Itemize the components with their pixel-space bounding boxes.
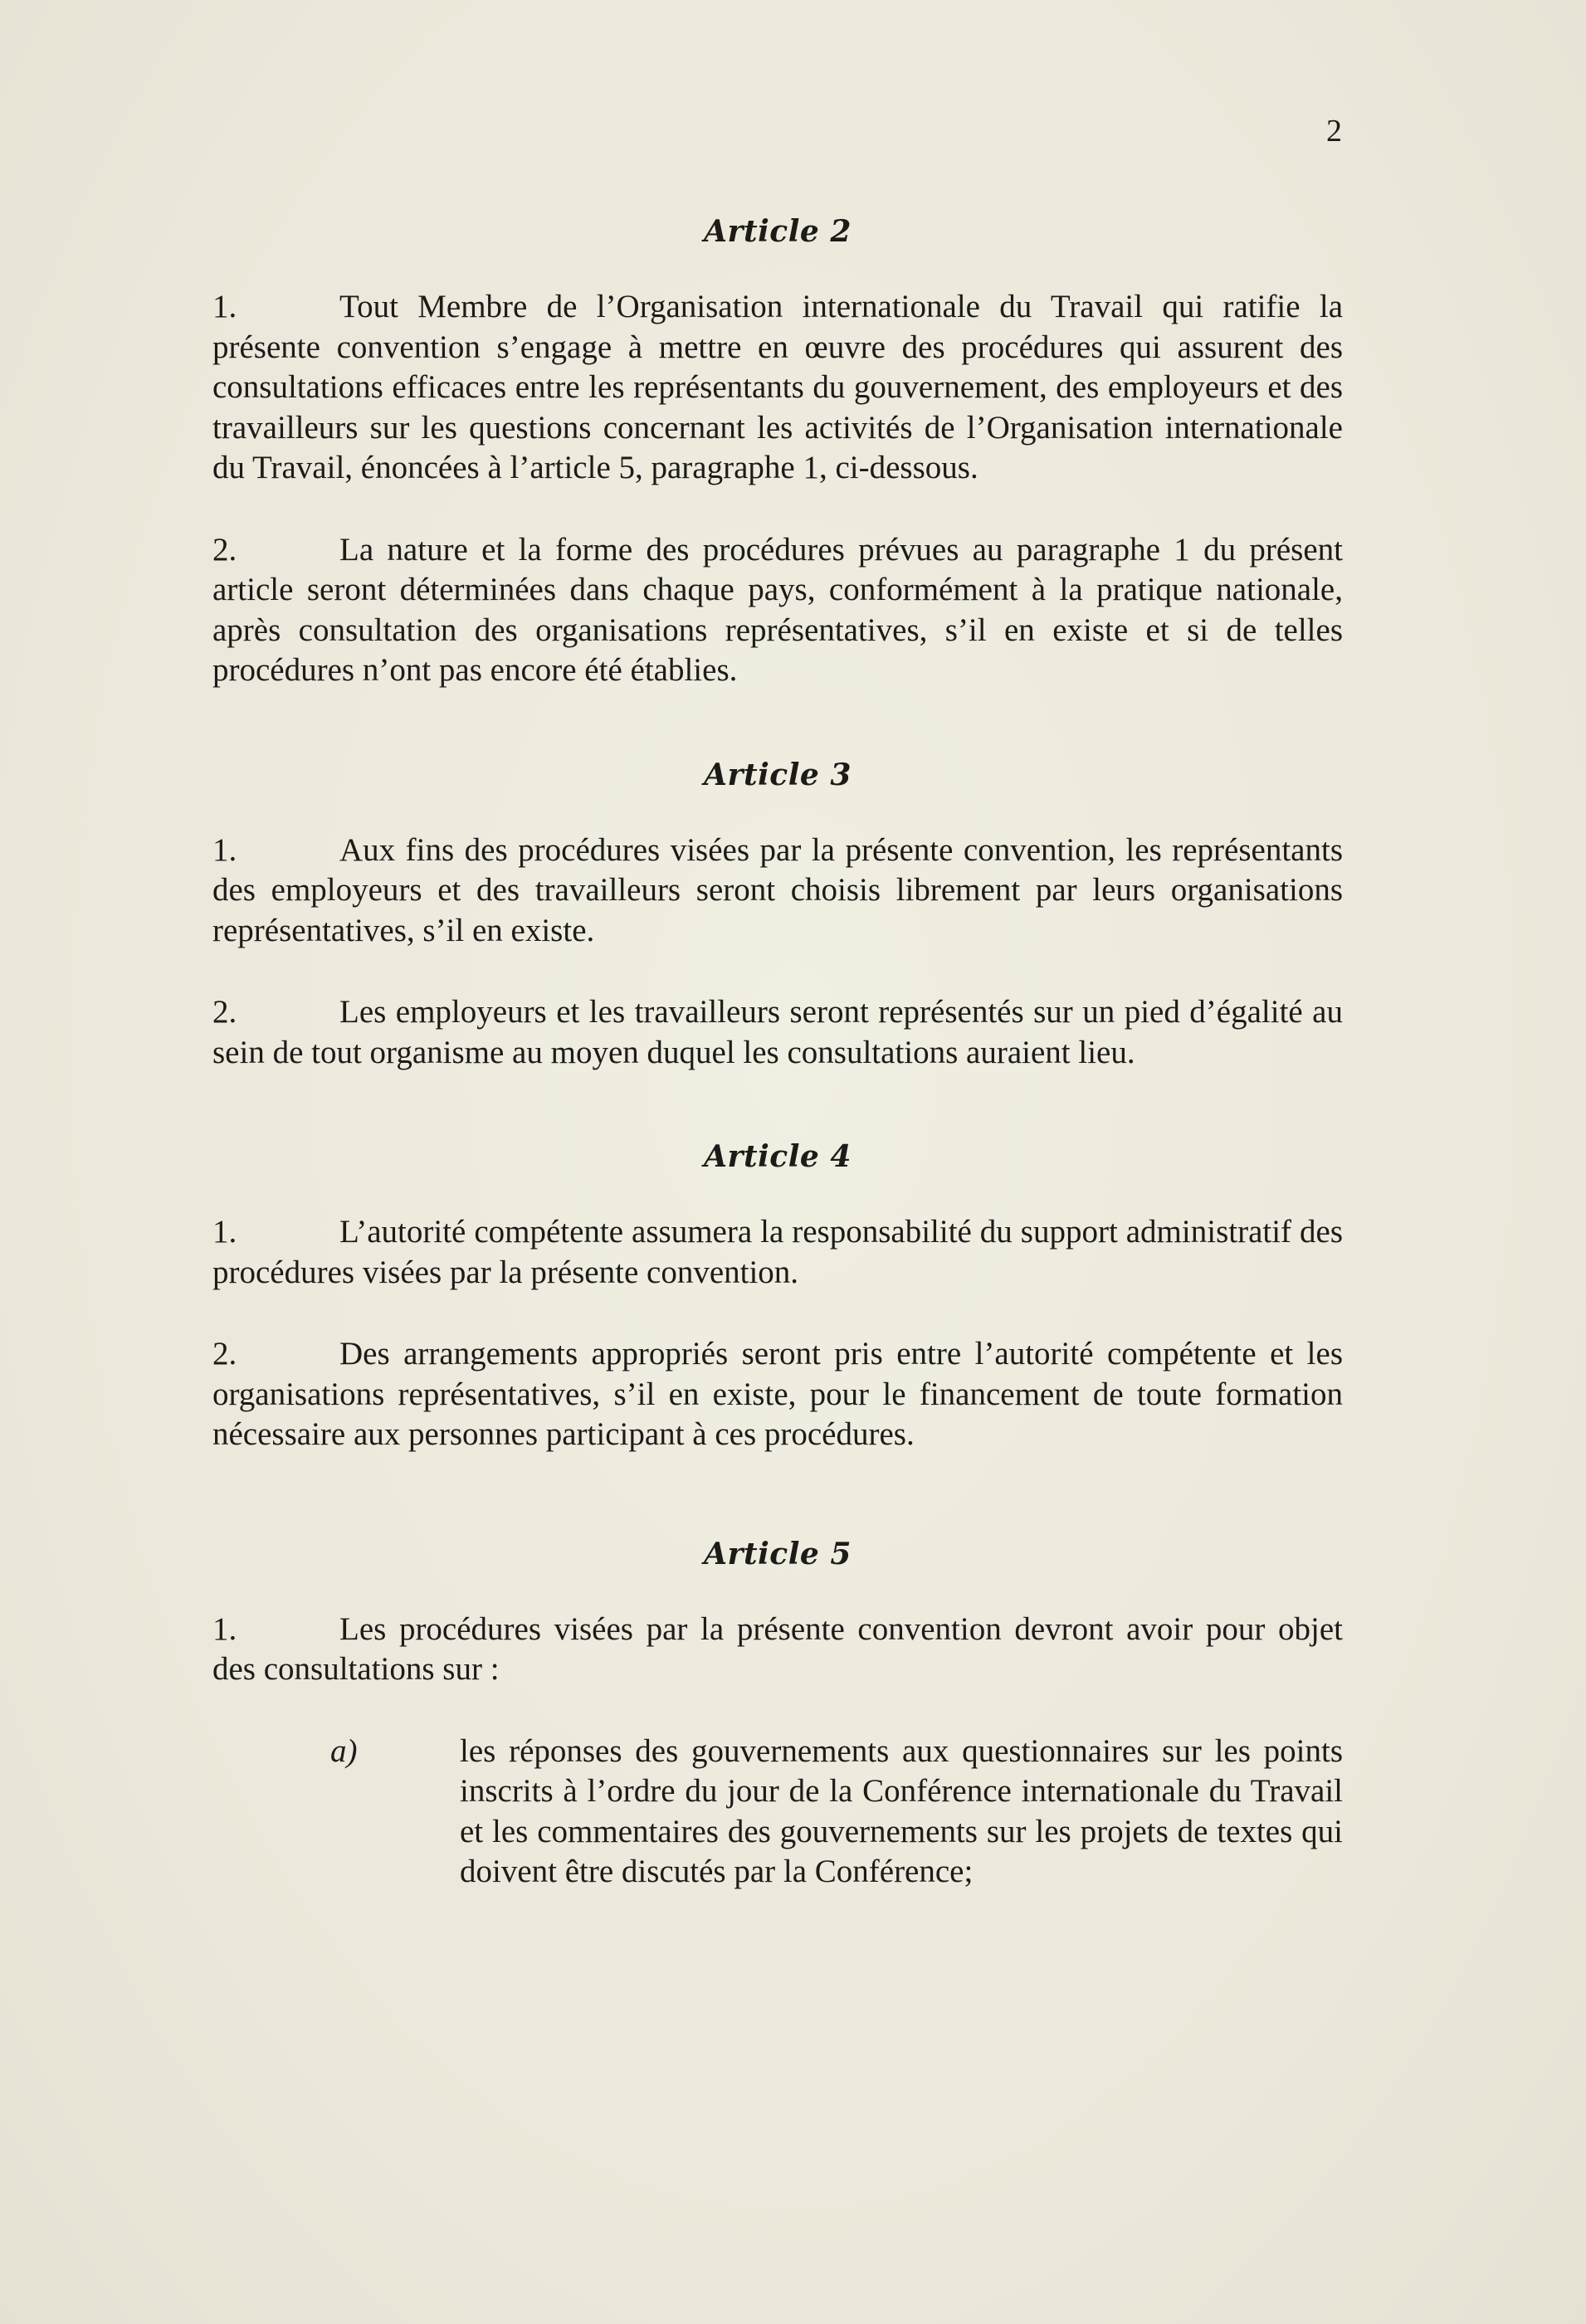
paragraph bbox=[212, 1610, 1343, 1690]
paragraph bbox=[212, 831, 1343, 952]
article-5 bbox=[212, 1528, 1343, 1893]
article-title: Article 3 bbox=[704, 757, 852, 792]
article-title: Article 2 bbox=[704, 214, 852, 249]
paragraph-number: 1. bbox=[212, 831, 237, 868]
paragraph-text: Des arrangements appropriés seront pris entre l’autorité compétente et les organisations représentatives, s’il en existe, pour le financement de toute formation nécessaire aux personnes participant à ces procédures. bbox=[212, 1336, 1343, 1452]
article-title: Article 4 bbox=[704, 1139, 852, 1174]
paragraph bbox=[212, 992, 1343, 1073]
article-2 bbox=[212, 206, 1343, 691]
paragraph-text: L’autorité compétente assumera la responsabilité du support administratif des procédures visées par la présente convention. bbox=[212, 1214, 1343, 1290]
paragraph-text: Aux fins des procédures visées par la présente convention, les représentants des employeurs et des travailleurs seront choisis librement par leurs organisations représentatives, s’il en existe. bbox=[212, 831, 1343, 948]
paragraph-text: Les procédures visées par la présente convention devront avoir pour objet des consultations sur : bbox=[212, 1610, 1343, 1687]
list-item-letter: a) bbox=[330, 1732, 358, 1769]
paragraph bbox=[212, 1334, 1343, 1455]
paragraph-number: 1. bbox=[212, 1610, 237, 1647]
article-title: Article 5 bbox=[704, 1536, 852, 1571]
paragraph-text: Tout Membre de l’Organisation internationale du Travail qui ratifie la présente convention s’engage à mettre en œuvre des procédures qui assurent des consultations efficaces entre les représentants du gouvernement, des employeurs et des travailleurs sur les questions concernant les activités de l’Organisation internationale du Travail, énoncées à l’article 5, paragraphe 1, ci-dessous. bbox=[212, 289, 1343, 485]
list-item bbox=[212, 1732, 1343, 1893]
paragraph-text: Les employeurs et les travailleurs seront représentés sur un pied d’égalité au sein de tout organisme au moyen duquel les consultations auraient lieu. bbox=[212, 994, 1343, 1070]
list-item-text: les réponses des gouvernements aux questionnaires sur les points inscrits à l’ordre du jour de la Conférence internationale du Travail et les commentaires des gouvernements sur les projets de textes qui doivent être discutés par la Conférence; bbox=[460, 1732, 1343, 1889]
article-3 bbox=[212, 749, 1343, 1074]
paragraph-number: 2. bbox=[212, 1336, 237, 1372]
page-number: 2 bbox=[1326, 114, 1342, 149]
document-body bbox=[212, 206, 1343, 1934]
paragraph bbox=[212, 287, 1343, 489]
paragraph bbox=[212, 1212, 1343, 1293]
paragraph-number: 1. bbox=[212, 289, 237, 324]
paragraph-text: La nature et la forme des procédures prévues au paragraphe 1 du présent article seront déterminées dans chaque pays, conformément à la pratique nationale, après consultation des organisations représentatives, s’il en existe et si de telles procédures n’ont pas encore été établies. bbox=[212, 531, 1343, 688]
paragraph-number: 2. bbox=[212, 531, 237, 568]
paragraph-number: 1. bbox=[212, 1214, 237, 1250]
paragraph-number: 2. bbox=[212, 994, 237, 1030]
paragraph bbox=[212, 530, 1343, 691]
article-4 bbox=[212, 1131, 1343, 1455]
